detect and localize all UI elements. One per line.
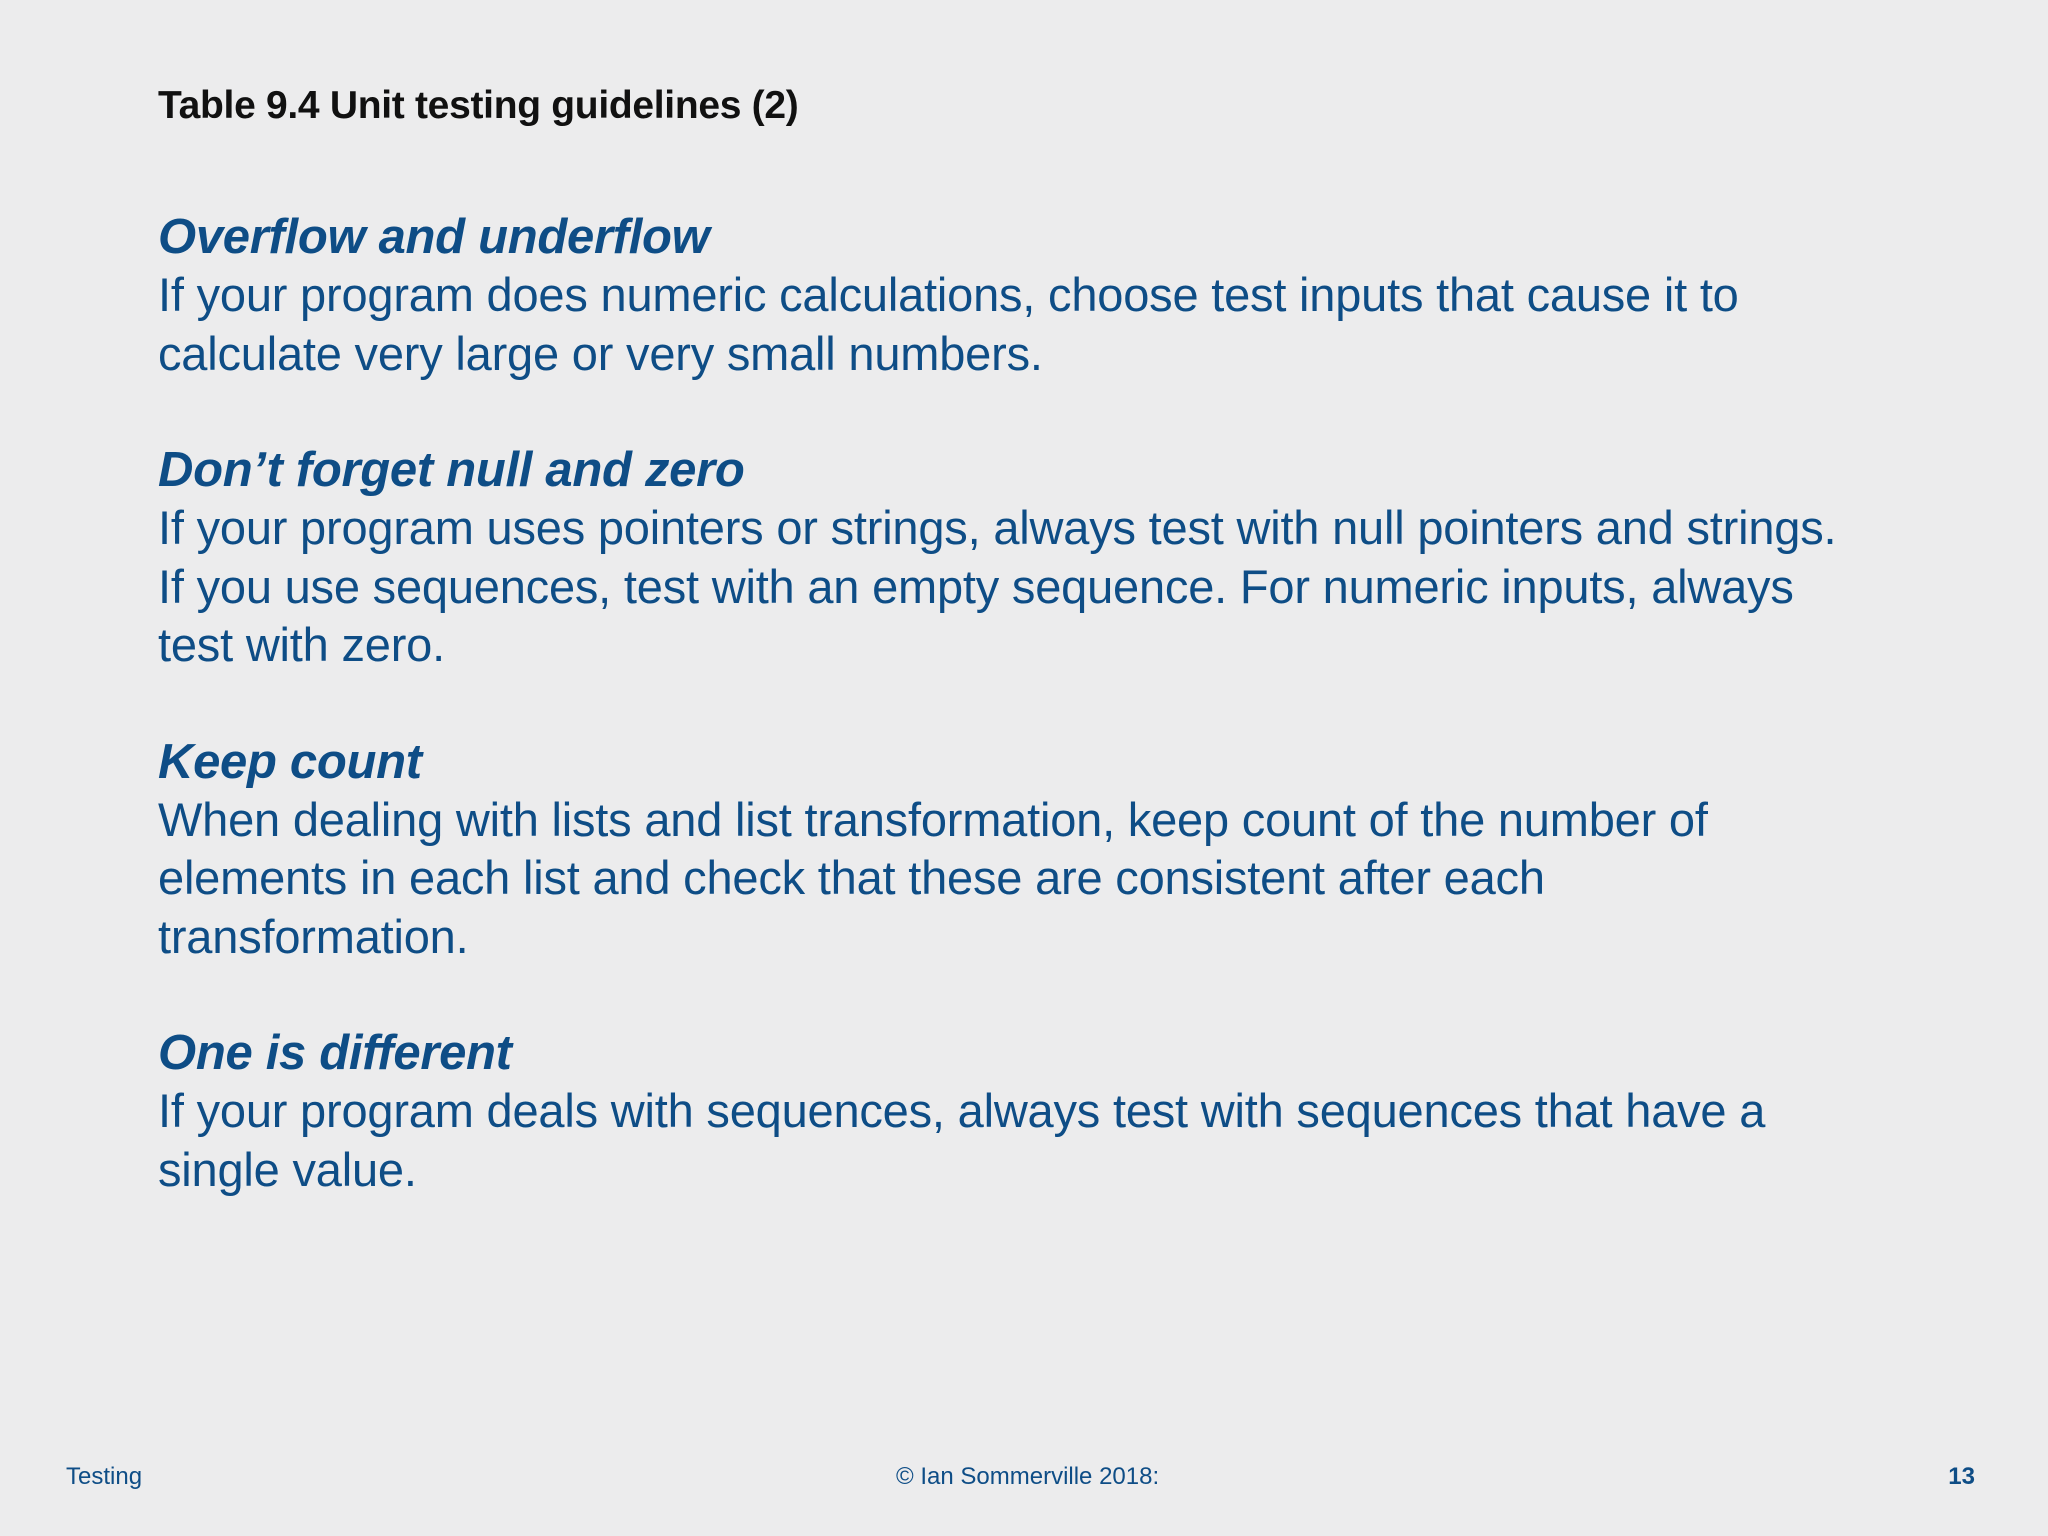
guideline-body: If your program does numeric calculations, choose test inputs that cause it to calculate very large or very small numbers.	[158, 268, 1739, 380]
guidelines-list	[158, 208, 1998, 1257]
table-title: Table 9.4 Unit testing guidelines (2)	[158, 84, 799, 127]
guideline-null-and-zero	[158, 441, 1998, 675]
guideline-keep-count	[158, 733, 1998, 967]
page-number: 13	[1948, 1463, 1975, 1490]
guideline-heading: Keep count	[158, 734, 422, 789]
guideline-heading: Overflow and underflow	[158, 210, 710, 264]
guideline-body: When dealing with lists and list transformation, keep count of the number of elements in each list and check that these are consistent after each transformation.	[158, 792, 1708, 963]
guideline-body: If your program deals with sequences, always test with sequences that have a single value.	[158, 1084, 1766, 1196]
footer-copyright: © Ian Sommerville 2018:	[896, 1463, 1160, 1490]
guideline-overflow-underflow	[158, 208, 1998, 383]
guideline-heading: One is different	[158, 1026, 512, 1080]
footer-section-label: Testing	[66, 1463, 143, 1490]
guideline-one-is-different	[158, 1024, 1998, 1199]
guideline-heading: Don’t forget null and zero	[158, 443, 745, 497]
guideline-body: If your program uses pointers or strings, always test with null pointers and strings. If you use sequences, test with an empty sequence. For numeric inputs, always test with zero.	[158, 501, 1837, 671]
